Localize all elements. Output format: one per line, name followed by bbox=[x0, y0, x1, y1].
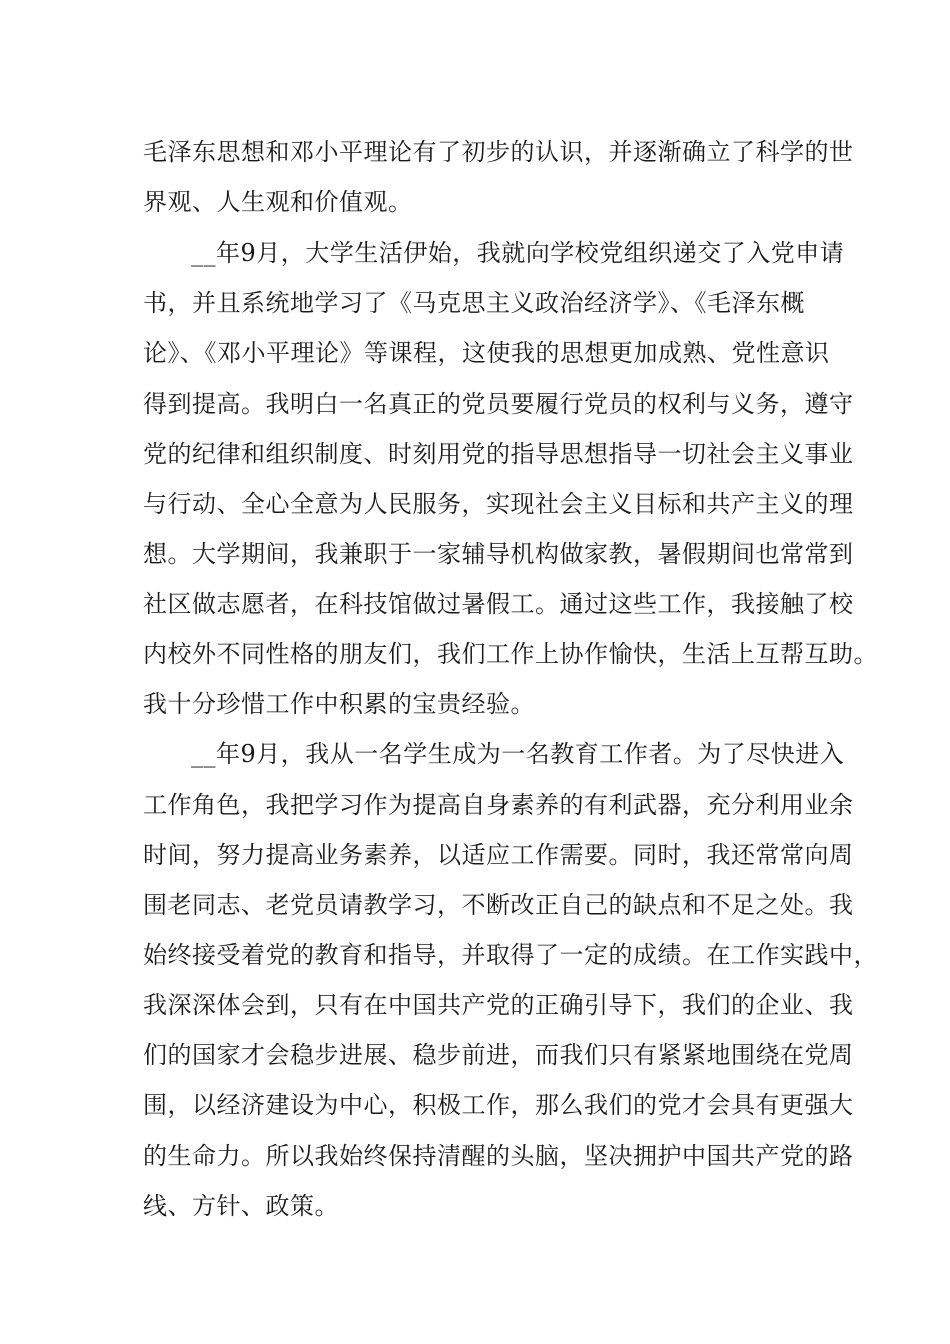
text-line: 想。大学期间，我兼职于一家辅导机构做家教，暑假期间也常常到 bbox=[143, 540, 854, 568]
text-line: 与行动、全心全意为人民服务，实现社会主义目标和共产主义的理 bbox=[143, 490, 854, 518]
text-line: 界观、人生观和价值观。 bbox=[143, 188, 413, 216]
text-line: 时间，努力提高业务素养，以适应工作需要。同时，我还常常向周 bbox=[143, 841, 854, 869]
paragraph-start-line: __年9月，我从一名学生成为一名教育工作者。为了尽快进入 bbox=[191, 740, 845, 768]
text-line: 始终接受着党的教育和指导，并取得了一定的成绩。在工作实践中， bbox=[143, 941, 878, 969]
text-line: 工作角色，我把学习作为提高自身素养的有利武器，充分利用业余 bbox=[143, 791, 854, 819]
text-line: 的生命力。所以我始终保持清醒的头脑，坚决拥护中国共产党的路 bbox=[143, 1142, 854, 1170]
text-line: 围老同志、老党员请教学习，不断改正自己的缺点和不足之处。我 bbox=[143, 891, 854, 919]
text-line: 内校外不同性格的朋友们，我们工作上协作愉快，生活上互帮互助。 bbox=[143, 640, 878, 668]
text-line: 得到提高。我明白一名真正的党员要履行党员的权利与义务，遵守 bbox=[143, 390, 854, 418]
paragraph-start-line: __年9月，大学生活伊始，我就向学校党组织递交了入党申请 bbox=[191, 239, 845, 267]
text-line: 社区做志愿者，在科技馆做过暑假工。通过这些工作，我接触了校 bbox=[143, 590, 854, 618]
text-line: 论》、《邓小平理论》等课程，这使我的思想更加成熟、党性意识 bbox=[143, 339, 830, 367]
text-line: 我十分珍惜工作中积累的宝贵经验。 bbox=[143, 690, 535, 718]
text-line: 们的国家才会稳步进展、稳步前进，而我们只有紧紧地围绕在党周 bbox=[143, 1041, 854, 1069]
text-line: 党的纪律和组织制度、时刻用党的指导思想指导一切社会主义事业 bbox=[143, 440, 854, 468]
text-line: 书，并且系统地学习了《马克思主义政治经济学》、《毛泽东概 bbox=[143, 289, 805, 317]
text-line: 围，以经济建设为中心，积极工作，那么我们的党才会具有更强大 bbox=[143, 1091, 854, 1119]
text-line: 线、方针、政策。 bbox=[143, 1192, 339, 1220]
text-line: 我深深体会到，只有在中国共产党的正确引导下，我们的企业、我 bbox=[143, 991, 854, 1019]
text-line: 毛泽东思想和邓小平理论有了初步的认识，并逐渐确立了科学的世 bbox=[143, 138, 854, 166]
